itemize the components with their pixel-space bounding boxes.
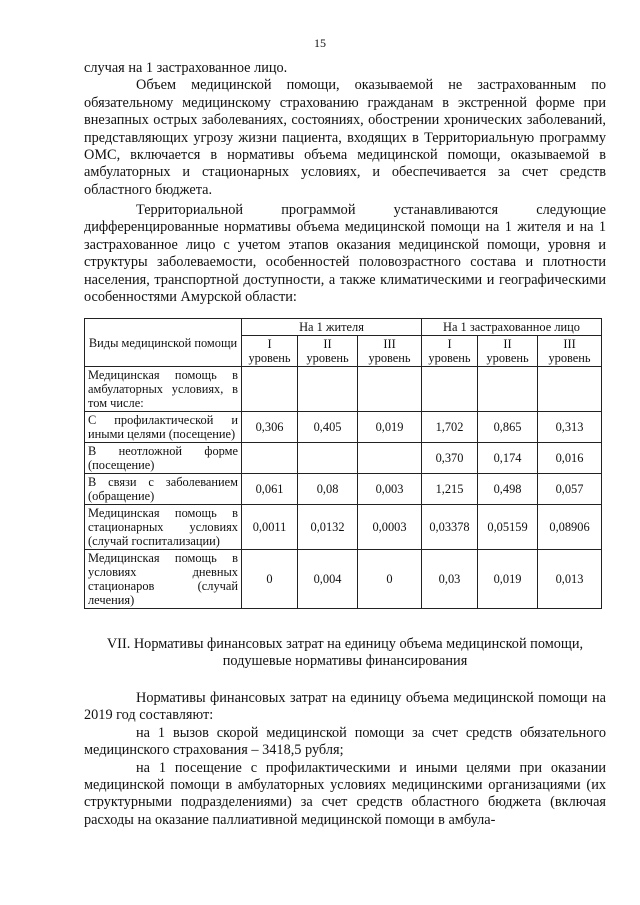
cell-value: 0,865	[478, 412, 538, 443]
cell-value: 0,004	[298, 550, 358, 609]
level-header: II уровень	[478, 336, 538, 367]
paragraph-financial-norms-intro: Нормативы финансовых затрат на единицу объема медицинской помощи на 2019 год составляют:	[84, 690, 606, 724]
level-header: I уровень	[421, 336, 477, 367]
cell-value: 0,370	[421, 443, 477, 474]
table-row	[85, 550, 602, 609]
norms-table	[84, 318, 602, 609]
cell-value: 0,08906	[538, 505, 602, 550]
cell-value: 0,498	[478, 474, 538, 505]
paragraph-continuation: случая на 1 застрахованное лицо.	[84, 60, 288, 76]
cell-value: 0,306	[242, 412, 298, 443]
header-kinds-of-care: Виды медицинской помощи	[85, 319, 242, 367]
row-label: Медицинская помощь в амбулаторных условиях, в том числе:	[85, 367, 242, 412]
cell-value: 0,313	[538, 412, 602, 443]
level-header: III уровень	[538, 336, 602, 367]
table-row	[85, 474, 602, 505]
paragraph-ambulance-call: на 1 вызов скорой медицинской помощи за счет средств обязательного медицинского страхования – 3418,5 рубля;	[84, 724, 606, 759]
table-row	[85, 412, 602, 443]
cell-value: 0,003	[358, 474, 422, 505]
paragraph-differentiated-norms: Территориальной программой устанавливаются следующие дифференцированные нормативы объема медицинской помощи на 1 жителя и на 1 застрахованное лицо с учетом этапов оказания медицинской помощи, уровня и структуры заболеваемости, особенностей половозрастного состава и плотности населения, транспортной доступности, а также климатическими и географическими особенностями Амурской области:	[84, 202, 606, 306]
cell-value: 1,702	[421, 412, 477, 443]
paragraph-preventive-visit: на 1 посещение с профилактическими и иными целями при оказании медицинской помощи в амбулаторных условиях медицинскими организациями (их структурными подразделениями) за счет средств областного бюджета (включая расходы на оказание паллиативной медицинской помощи в амбула-	[84, 759, 606, 828]
section-heading: VII. Нормативы финансовых затрат на единицу объема медицинской помощи, подушевые нормативы финансирования	[106, 636, 584, 670]
row-label: В связи с заболеванием (обращение)	[85, 474, 242, 505]
cell-value: 0,03	[421, 550, 477, 609]
cell-value: 0	[242, 550, 298, 609]
cell-value: 0,405	[298, 412, 358, 443]
cell-value: 0,0011	[242, 505, 298, 550]
cell-value: 0,174	[478, 443, 538, 474]
cell-value: 0,05159	[478, 505, 538, 550]
table-row	[85, 505, 602, 550]
cell-value	[298, 367, 358, 412]
level-header: I уровень	[242, 336, 298, 367]
cell-value	[421, 367, 477, 412]
page-number: 15	[314, 36, 326, 50]
cell-value: 0,057	[538, 474, 602, 505]
cell-value	[358, 367, 422, 412]
table-row	[85, 443, 602, 474]
cell-value	[242, 367, 298, 412]
cell-value: 1,215	[421, 474, 477, 505]
table-row	[85, 367, 602, 412]
row-label: Медицинская помощь в условиях дневных стационаров (случай лечения)	[85, 550, 242, 609]
cell-value: 0,019	[478, 550, 538, 609]
cell-value: 0	[358, 550, 422, 609]
row-label: В неотложной форме (посещение)	[85, 443, 242, 474]
level-header: III уровень	[358, 336, 422, 367]
cell-value: 0,0003	[358, 505, 422, 550]
cell-value	[358, 443, 422, 474]
intro-text-block	[84, 60, 606, 199]
cell-value	[298, 443, 358, 474]
cell-value: 0,08	[298, 474, 358, 505]
cell-value	[478, 367, 538, 412]
paragraph-uninsured-volume: Объем медицинской помощи, оказываемой не застрахованным по обязательному медицинскому страхованию гражданам в экстренной форме при внезапных острых заболеваниях, состояниях, обострении хронических заболеваний, представляющих угрозу жизни пациента, входящих в Территориальную программу ОМС, включается в нормативы объема медицинской помощи, оказываемой в амбулаторных и стационарных условиях, и обеспечивается за счет средств областного бюджета.	[84, 77, 606, 198]
cell-value: 0,03378	[421, 505, 477, 550]
level-header: II уровень	[298, 336, 358, 367]
financial-norms-text	[84, 690, 606, 829]
cell-value	[538, 367, 602, 412]
cell-value: 0,013	[538, 550, 602, 609]
cell-value: 0,061	[242, 474, 298, 505]
cell-value	[242, 443, 298, 474]
table-header-row	[85, 319, 602, 336]
header-per-insured: На 1 застрахованное лицо	[421, 319, 601, 336]
header-per-resident: На 1 жителя	[242, 319, 422, 336]
cell-value: 0,016	[538, 443, 602, 474]
cell-value: 0,019	[358, 412, 422, 443]
row-label: С профилактической и иными целями (посещение)	[85, 412, 242, 443]
differentiated-norms-text	[84, 202, 606, 306]
cell-value: 0,0132	[298, 505, 358, 550]
row-label: Медицинская помощь в стационарных условиях (случай госпитализации)	[85, 505, 242, 550]
